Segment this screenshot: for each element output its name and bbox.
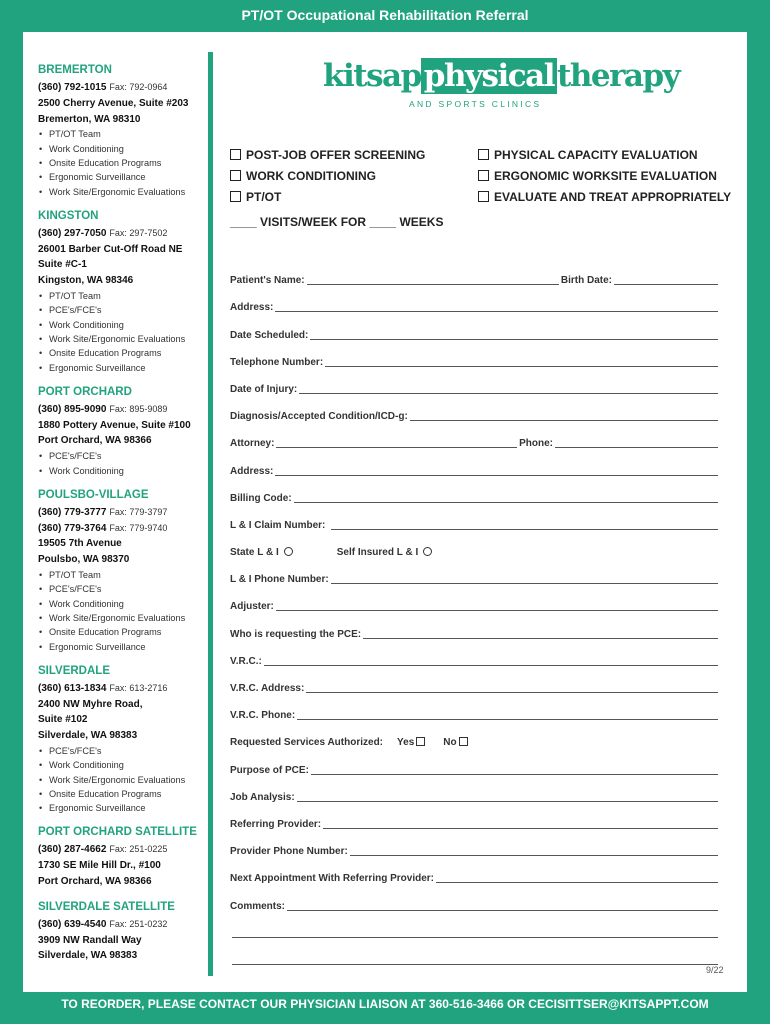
input-adjuster[interactable]: [276, 609, 718, 611]
input-patient-name[interactable]: [307, 283, 559, 285]
label-address-2: Address:: [230, 465, 274, 477]
option-yes[interactable]: Yes: [397, 737, 425, 749]
location-name: PORT ORCHARD SATELLITE: [38, 826, 197, 839]
location-phone: [38, 505, 206, 521]
row-requested-services: [230, 725, 720, 752]
input-job-analysis[interactable]: [297, 800, 718, 802]
phone-number: (360) 297-7050: [38, 227, 107, 239]
label-birth-date: Birth Date:: [560, 275, 612, 287]
location-name: KINGSTON: [38, 209, 99, 222]
service-item: • Ergonomic Surveillance: [38, 361, 206, 375]
phone-number: (360) 792-1015: [38, 82, 107, 93]
label-adjuster: Adjuster:: [230, 601, 274, 613]
row-comments-3: [230, 943, 720, 970]
fax-number: Fax: 792-0964: [109, 82, 168, 92]
radio-state-li[interactable]: [284, 547, 293, 556]
services-list: [38, 449, 206, 478]
service-item: • Ergonomic Surveillance: [38, 170, 206, 184]
input-li-phone[interactable]: [331, 582, 718, 584]
address-line: 19505 7th Avenue: [38, 538, 122, 550]
row-patient-name: [230, 263, 720, 290]
service-options: [230, 148, 730, 208]
phone-number: (360) 613-1834: [38, 682, 107, 694]
service-item: • PCE's/FCE's: [38, 303, 206, 317]
input-birth-date[interactable]: [614, 283, 718, 285]
checkbox-work-conditioning[interactable]: [230, 170, 241, 181]
service-item: • Ergonomic Surveillance: [38, 640, 206, 654]
input-vrc[interactable]: [264, 664, 718, 666]
services-list: [38, 744, 206, 815]
location-phone: [38, 521, 206, 537]
radio-self-insured[interactable]: [423, 547, 432, 556]
label-requested-services: Requested Services Authorized:: [230, 737, 384, 749]
option-ergonomic-worksite[interactable]: ERGONOMIC WORKSITE EVALUATION: [478, 169, 717, 183]
address-line: Suite #C-1: [38, 259, 87, 271]
fax-number: Fax: 779-9740: [109, 522, 168, 533]
checkbox-physical-capacity[interactable]: [478, 149, 489, 160]
row-insurance-type: [230, 535, 720, 562]
location-name: BREMERTON: [38, 64, 112, 76]
location-silverdale-satellite: [38, 900, 206, 964]
checkbox-ergonomic-worksite[interactable]: [478, 170, 489, 181]
checkbox-post-job[interactable]: [230, 149, 241, 160]
row-billing-code: [230, 481, 720, 508]
reorder-footer: TO REORDER, PLEASE CONTACT OUR PHYSICIAN LIAISON AT 360-516-3466 OR CECISITTSER@KITSAPPT.COM: [61, 997, 709, 1011]
checkbox-no[interactable]: [459, 737, 468, 746]
company-logo: [323, 56, 680, 112]
location-name: SILVERDALE: [38, 664, 110, 677]
location-phone: [38, 226, 206, 242]
address-line: 1880 Pottery Avenue, Suite #100: [38, 419, 191, 431]
services-list: [38, 568, 206, 654]
input-billing-code[interactable]: [294, 501, 718, 503]
referral-form: [230, 263, 720, 970]
service-item: • Work Site/Ergonomic Evaluations: [38, 773, 206, 787]
label-next-appointment: Next Appointment With Referring Provider:: [230, 873, 434, 885]
location-phone: [38, 917, 206, 933]
row-adjuster: [230, 589, 720, 616]
row-vrc-address: [230, 671, 720, 698]
service-item: • Onsite Education Programs: [38, 156, 206, 170]
service-item: • PCE's/FCE's: [38, 449, 206, 463]
phone-number: (360) 779-3777: [38, 506, 107, 518]
service-item: • Onsite Education Programs: [38, 625, 206, 639]
fax-number: Fax: 251-0225: [109, 844, 168, 855]
label-attorney-phone: Phone:: [519, 438, 553, 450]
row-attorney: [230, 426, 720, 453]
address-line: 2400 NW Myhre Road,: [38, 698, 143, 710]
checkbox-pt-ot[interactable]: [230, 191, 241, 202]
row-vrc: [230, 644, 720, 671]
input-attorney[interactable]: [276, 446, 517, 448]
input-next-appointment[interactable]: [436, 881, 718, 883]
address-line: 2500 Cherry Avenue, Suite #203: [38, 97, 189, 109]
location-port-orchard-satellite: [38, 825, 206, 889]
row-comments-2: [230, 916, 720, 943]
service-item: • PCE's/FCE's: [38, 582, 206, 596]
input-comments-line-2[interactable]: [232, 936, 718, 938]
location-name: POULSBO-VILLAGE: [38, 488, 149, 501]
row-li-phone: [230, 562, 720, 589]
input-address-2[interactable]: [275, 474, 718, 476]
input-comments[interactable]: [287, 909, 718, 911]
input-vrc-phone[interactable]: [297, 718, 718, 720]
logo-text-therapy: therapy: [557, 58, 680, 94]
location-kingston: [38, 209, 206, 375]
services-list: [38, 127, 206, 198]
location-poulsbo-village: [38, 488, 206, 654]
label-comments: Comments:: [230, 900, 286, 912]
input-vrc-address[interactable]: [306, 691, 718, 693]
location-phone: [38, 80, 206, 96]
locations-sidebar: [38, 63, 206, 974]
input-purpose[interactable]: [311, 773, 718, 775]
label-attorney: Attorney:: [230, 438, 275, 450]
service-item: • Work Conditioning: [38, 758, 206, 772]
label-claim-number: L & I Claim Number:: [230, 519, 326, 531]
input-telephone[interactable]: [325, 365, 718, 367]
logo-subtitle: AND SPORTS CLINICS: [409, 99, 542, 109]
service-item: • Work Site/Ergonomic Evaluations: [38, 185, 206, 199]
service-item: • Work Conditioning: [38, 464, 206, 478]
row-provider-phone: [230, 834, 720, 861]
revision-date: 9/22: [706, 965, 724, 975]
location-name: SILVERDALE SATELLITE: [38, 900, 175, 913]
location-phone: [38, 842, 206, 858]
row-job-analysis: [230, 780, 720, 807]
option-work-conditioning[interactable]: WORK CONDITIONING: [230, 169, 376, 183]
row-date-scheduled: [230, 317, 720, 344]
label-li-phone: L & I Phone Number:: [230, 574, 329, 586]
location-bremerton: [38, 63, 206, 199]
row-address-2: [230, 453, 720, 480]
label-job-analysis: Job Analysis:: [230, 791, 295, 803]
input-claim-number[interactable]: [331, 528, 718, 530]
row-claim-number: [230, 508, 720, 535]
input-diagnosis[interactable]: [410, 419, 718, 421]
services-list: [38, 289, 206, 375]
location-phone: [38, 681, 206, 697]
address-line: Silverdale, WA 98383: [38, 730, 138, 742]
label-date-of-injury: Date of Injury:: [230, 383, 298, 395]
service-item: • PCE's/FCE's: [38, 744, 206, 758]
logo-text-physical: physical: [421, 58, 557, 94]
divider-line: [208, 52, 213, 976]
fax-number: Fax: 297-7502: [109, 227, 168, 238]
address-line: Silverdale, WA 98383: [38, 950, 138, 962]
phone-number: (360) 779-3764: [38, 522, 107, 534]
row-purpose: [230, 752, 720, 779]
fax-number: Fax: 251-0232: [109, 918, 168, 929]
location-name: PORT ORCHARD: [38, 385, 132, 398]
option-self-insured[interactable]: Self Insured L & I: [337, 547, 433, 559]
phone-number: (360) 639-4540: [38, 918, 107, 930]
location-port-orchard: [38, 385, 206, 478]
address-line: Kingston, WA 98346: [38, 275, 134, 287]
checkbox-yes[interactable]: [416, 737, 425, 746]
option-no[interactable]: No: [443, 737, 467, 749]
address-line: 26001 Barber Cut-Off Road NE: [38, 243, 183, 255]
row-next-appointment: [230, 861, 720, 888]
row-diagnosis: [230, 399, 720, 426]
input-comments-line-3[interactable]: [232, 963, 718, 965]
service-item: • Work Conditioning: [38, 318, 206, 332]
address-line: 3909 NW Randall Way: [38, 934, 142, 946]
phone-number: (360) 287-4662: [38, 844, 107, 856]
service-item: • Ergonomic Surveillance: [38, 801, 206, 815]
row-telephone: [230, 345, 720, 372]
service-item: • Onsite Education Programs: [38, 346, 206, 360]
row-requesting-pce: [230, 616, 720, 643]
label-patient-name: Patient's Name:: [230, 275, 305, 287]
row-referring-provider: [230, 807, 720, 834]
row-vrc-phone: [230, 698, 720, 725]
fax-number: Fax: 613-2716: [109, 682, 168, 693]
option-state-li[interactable]: State L & I: [230, 547, 293, 559]
option-pt-ot[interactable]: PT/OT: [230, 190, 281, 204]
service-item: • Work Conditioning: [38, 142, 206, 156]
location-phone: [38, 402, 206, 418]
phone-number: (360) 895-9090: [38, 403, 107, 415]
visits-per-week[interactable]: ____ VISITS/WEEK FOR ____ WEEKS: [230, 215, 444, 229]
option-physical-capacity[interactable]: PHYSICAL CAPACITY EVALUATION: [478, 148, 698, 162]
service-item: • Work Site/Ergonomic Evaluations: [38, 332, 206, 346]
fax-number: Fax: 779-3797: [109, 506, 168, 517]
input-date-scheduled[interactable]: [310, 338, 718, 340]
address-line: Suite #102: [38, 714, 88, 726]
service-item: • PT/OT Team: [38, 568, 206, 582]
label-date-scheduled: Date Scheduled:: [230, 329, 309, 341]
address-line: 1730 SE Mile Hill Dr., #100: [38, 860, 161, 872]
label-diagnosis: Diagnosis/Accepted Condition/ICD-g:: [230, 411, 408, 423]
option-post-job[interactable]: POST-JOB OFFER SCREENING: [230, 148, 425, 162]
row-date-of-injury: [230, 372, 720, 399]
logo-text-kitsap: kitsap: [323, 58, 421, 94]
row-comments: [230, 888, 720, 915]
address-line: Bremerton, WA 98310: [38, 113, 141, 125]
label-provider-phone: Provider Phone Number:: [230, 846, 348, 858]
label-requesting-pce: Who is requesting the PCE:: [230, 628, 362, 640]
label-vrc: V.R.C.:: [230, 655, 262, 667]
label-telephone: Telephone Number:: [230, 356, 324, 368]
input-requesting-pce[interactable]: [363, 637, 718, 639]
service-item: • Work Site/Ergonomic Evaluations: [38, 611, 206, 625]
option-evaluate-treat[interactable]: EVALUATE AND TREAT APPROPRIATELY: [478, 190, 731, 204]
label-vrc-phone: V.R.C. Phone:: [230, 710, 296, 722]
label-billing-code: Billing Code:: [230, 492, 292, 504]
address-line: Port Orchard, WA 98366: [38, 876, 152, 888]
form-title: PT/OT Occupational Rehabilitation Referral: [241, 7, 529, 23]
service-item: • PT/OT Team: [38, 289, 206, 303]
input-address[interactable]: [275, 310, 718, 312]
input-date-of-injury[interactable]: [299, 392, 718, 394]
input-referring-provider[interactable]: [323, 827, 718, 829]
service-item: • PT/OT Team: [38, 127, 206, 141]
label-address: Address:: [230, 302, 274, 314]
location-silverdale: [38, 664, 206, 816]
input-attorney-phone[interactable]: [555, 446, 718, 448]
input-provider-phone[interactable]: [350, 854, 718, 856]
address-line: Poulsbo, WA 98370: [38, 554, 130, 566]
row-address: [230, 290, 720, 317]
service-item: • Onsite Education Programs: [38, 787, 206, 801]
label-referring-provider: Referring Provider:: [230, 818, 322, 830]
checkbox-evaluate-treat[interactable]: [478, 191, 489, 202]
label-vrc-address: V.R.C. Address:: [230, 683, 305, 694]
service-item: • Work Conditioning: [38, 597, 206, 611]
address-line: Port Orchard, WA 98366: [38, 435, 152, 447]
fax-number: Fax: 895-9089: [109, 403, 168, 414]
label-purpose: Purpose of PCE:: [230, 764, 309, 776]
